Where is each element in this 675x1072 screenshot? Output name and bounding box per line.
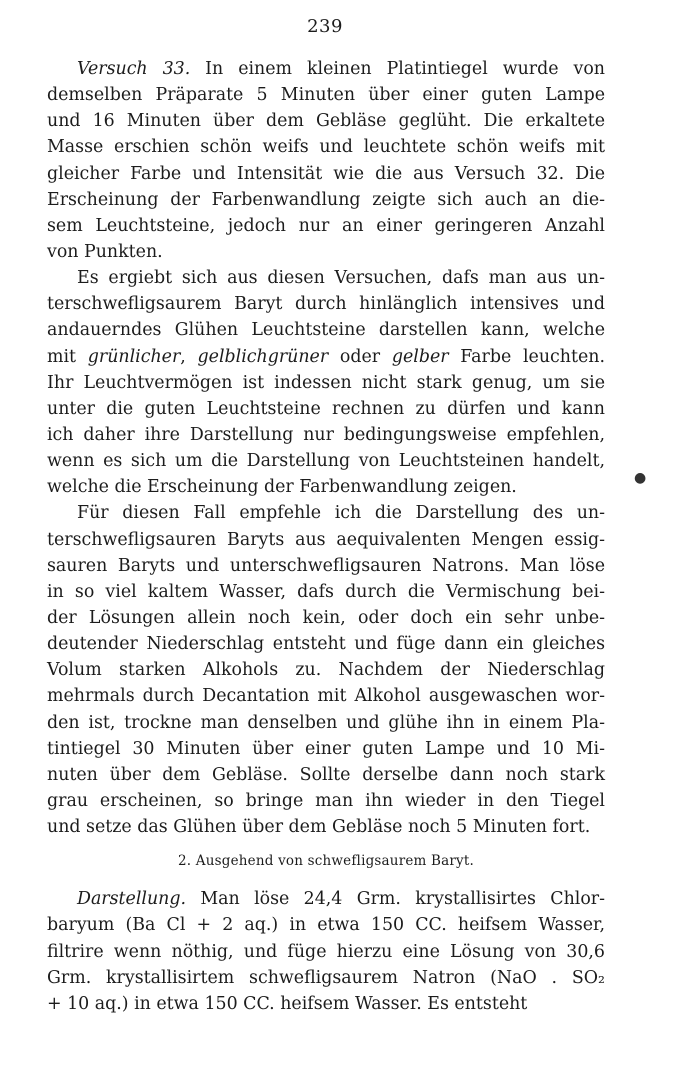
margin-mark: ● xyxy=(634,470,647,486)
text-line xyxy=(47,683,605,709)
text-line xyxy=(47,291,605,317)
text-line xyxy=(47,991,605,1017)
text-line xyxy=(47,631,605,657)
text-line xyxy=(47,474,605,500)
text-segment: terschwefligsauren Baryts aus aequivalenten Mengen essig- xyxy=(47,529,605,550)
text-line xyxy=(47,317,605,343)
text-segment: von Punkten. xyxy=(47,241,163,262)
text-line xyxy=(47,239,605,265)
text-line xyxy=(47,912,605,938)
text-segment: gleicher Farbe und Intensität wie die aus Versuch 32. Die xyxy=(47,163,605,184)
text-line xyxy=(47,344,605,370)
text-segment: Für diesen Fall empfehle ich die Darstellung des un- xyxy=(77,503,605,524)
text-line xyxy=(47,56,605,82)
text-line xyxy=(47,762,605,788)
text-line xyxy=(47,82,605,108)
paragraph xyxy=(47,265,605,500)
text-line xyxy=(47,657,605,683)
text-segment: wenn es sich um die Darstellung von Leuchtsteinen handelt, xyxy=(47,451,605,472)
text-segment: nuten über dem Gebläse. Sollte derselbe dann noch stark xyxy=(47,764,605,785)
text-segment: In einem kleinen Platintiegel wurde von xyxy=(190,59,605,79)
text-line xyxy=(47,370,605,396)
italic-text: gelber xyxy=(391,346,449,367)
text-segment: sem Leuchtsteine, jedoch nur an einer geringeren Anzahl xyxy=(47,215,605,236)
text-segment: demselben Präparate 5 Minuten über einer guten Lampe xyxy=(47,85,605,106)
paragraphs xyxy=(47,56,605,840)
text-line xyxy=(47,265,605,291)
italic-text: Darstellung. xyxy=(77,889,187,910)
paragraph xyxy=(47,500,605,840)
text-segment: tintiegel 30 Minuten über einer guten Lampe und 10 Mi- xyxy=(47,738,605,759)
text-line xyxy=(47,527,605,553)
italic-text: grünlicher xyxy=(87,346,181,367)
text-segment: Farbe leuchten. xyxy=(448,346,605,367)
text-segment: mit xyxy=(47,346,88,367)
text-segment: oder xyxy=(328,346,392,367)
text-segment: andauerndes Glühen Leuchtsteine darstellen kann, welche xyxy=(47,320,605,341)
paragraph xyxy=(47,56,605,265)
text-segment: Man löse 24,4 Grm. krystallisirtes Chlor- xyxy=(186,889,605,910)
text-line xyxy=(47,448,605,474)
text-line xyxy=(47,500,605,526)
text-segment: Erscheinung der Farbenwandlung zeigte sich auch an die- xyxy=(47,189,605,210)
text-segment: der Lösungen allein noch kein, oder doch ein sehr unbe- xyxy=(47,607,605,628)
text-segment: sauren Baryts und unterschwefligsauren Natrons. Man löse xyxy=(47,555,605,576)
section-heading: 2. Ausgehend von schwefligsaurem Baryt. xyxy=(178,853,474,870)
text-segment: Es ergiebt sich aus diesen Versuchen, dafs man aus un- xyxy=(77,268,605,289)
text-line xyxy=(47,422,605,448)
text-line xyxy=(47,579,605,605)
text-segment: Volum starken Alkohols zu. Nachdem der Niederschlag xyxy=(47,660,605,681)
text-line xyxy=(47,213,605,239)
italic-text: Versuch 33. xyxy=(77,59,191,79)
text-segment: in so viel kaltem Wasser, dafs durch die Vermischung bei- xyxy=(47,581,605,602)
italic-text: gelblichgrüner xyxy=(197,346,329,367)
text-segment: und 16 Minuten über dem Gebläse geglüht. Die erkaltete xyxy=(47,111,605,132)
text-segment: mehrmals durch Decantation mit Alkohol ausgewaschen wor- xyxy=(47,686,605,707)
text-line xyxy=(47,939,605,965)
text-line xyxy=(47,710,605,736)
body-text xyxy=(47,56,605,1017)
text-line xyxy=(47,886,605,912)
text-segment: baryum (Ba Cl + 2 aq.) in etwa 150 CC. heifsem Wasser, xyxy=(47,915,605,936)
page-number: 239 xyxy=(307,16,343,37)
text-line xyxy=(47,108,605,134)
text-line xyxy=(47,134,605,160)
text-segment: + 10 aq.) in etwa 150 CC. heifsem Wasser. Es entsteht xyxy=(47,993,528,1014)
text-segment: ich daher ihre Darstellung nur bedingungsweise empfehlen, xyxy=(47,424,605,445)
text-line xyxy=(47,605,605,631)
text-segment: Masse erschien schön weifs und leuchtete schön weifs mit xyxy=(47,137,605,158)
text-line xyxy=(47,187,605,213)
text-segment: und setze das Glühen über dem Gebläse noch 5 Minuten fort. xyxy=(47,817,591,838)
text-segment: filtrire wenn nöthig, und füge hierzu eine Lösung von 30,6 xyxy=(47,941,605,962)
text-segment: den ist, trockne man denselben und glühe ihn in einem Pla- xyxy=(47,712,605,733)
text-segment: welche die Erscheinung der Farbenwandlung zeigen. xyxy=(47,477,517,498)
section-paragraph xyxy=(47,886,605,1017)
text-segment: , xyxy=(180,346,198,367)
text-line xyxy=(47,736,605,762)
text-segment: Grm. krystallisirtem schwefligsaurem Natron (NaO . SO₂ xyxy=(47,967,605,988)
text-line xyxy=(47,788,605,814)
text-line xyxy=(47,396,605,422)
text-line xyxy=(47,553,605,579)
text-segment: unter die guten Leuchtsteine rechnen zu dürfen und kann xyxy=(47,398,605,419)
text-segment: deutender Niederschlag entsteht und füge dann ein gleiches xyxy=(47,634,605,655)
text-line xyxy=(47,161,605,187)
text-segment: Ihr Leuchtvermögen ist indessen nicht stark genug, um sie xyxy=(47,372,605,393)
text-line xyxy=(47,814,605,840)
text-segment: terschwefligsaurem Baryt durch hinlänglich intensives und xyxy=(47,294,605,315)
text-segment: grau erscheinen, so bringe man ihn wieder in den Tiegel xyxy=(47,790,605,811)
text-line xyxy=(47,965,605,991)
